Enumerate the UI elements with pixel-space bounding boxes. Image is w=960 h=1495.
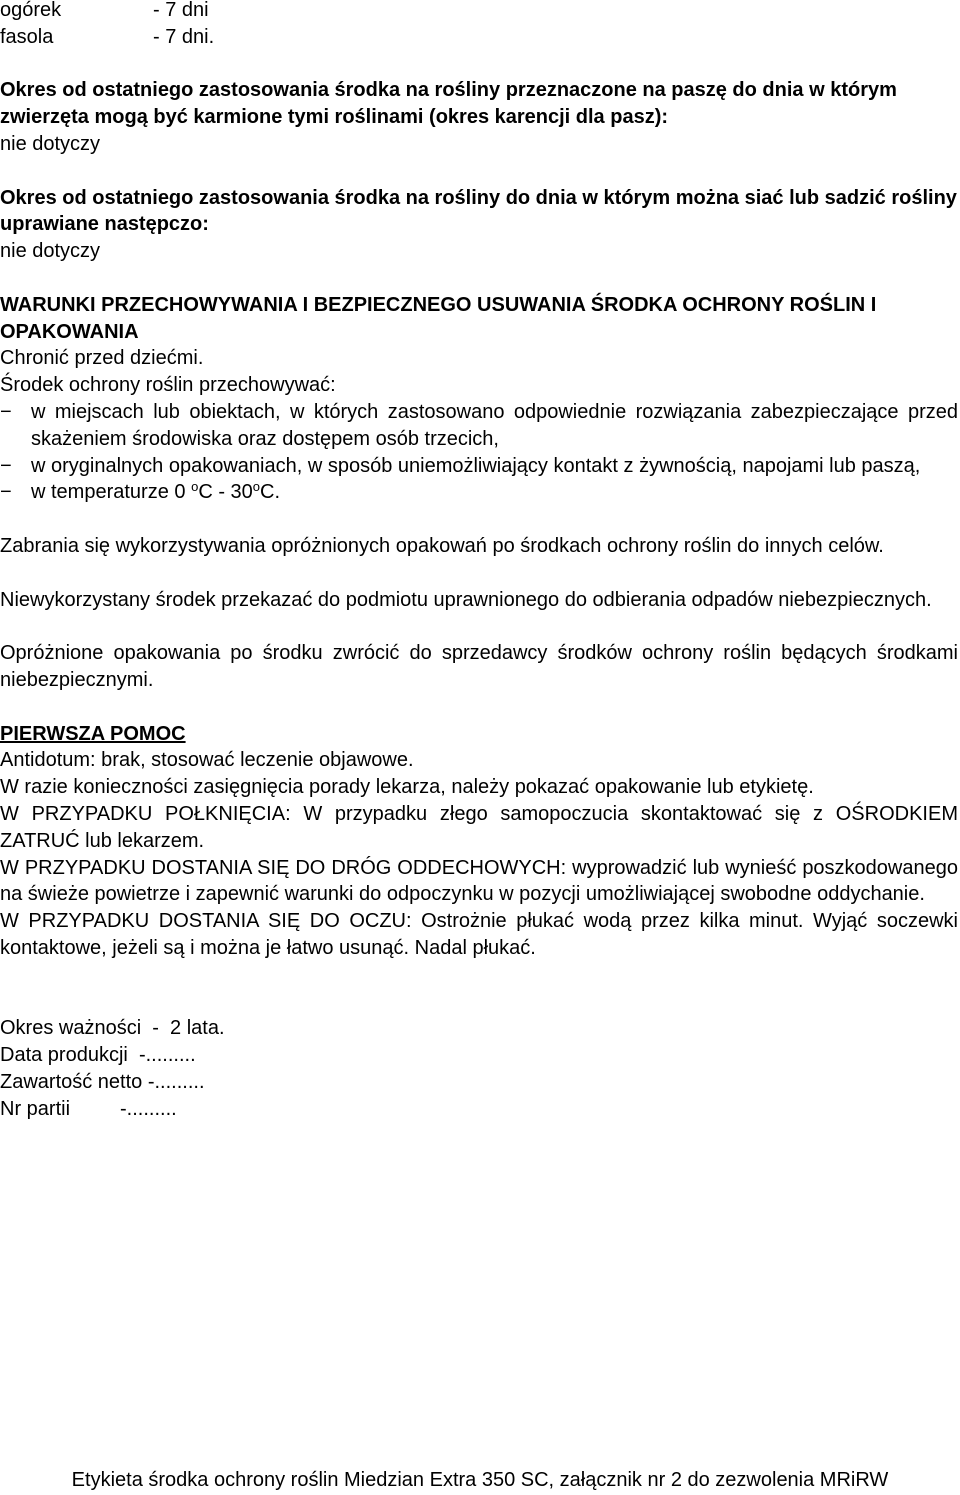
first-aid-doctor: W razie konieczności zasięgnięcia porady lekarza, należy pokazać opakowanie lub etykietę.: [0, 776, 814, 799]
first-aid-antidote: Antidotum: brak, stosować leczenie objawowe.: [0, 749, 414, 772]
bullet-dash: −: [0, 454, 12, 477]
production-date-row: [0, 1042, 958, 1069]
crop-name: ogórek: [0, 0, 62, 21]
sowing-period-heading: Okres od ostatniego zastosowania środka na rośliny do dnia w którym można siać lub sadzić rośliny uprawiane następczo:: [0, 186, 957, 236]
first-aid-heading: PIERWSZA POMOC: [0, 722, 186, 745]
sowing-period-value: nie dotyczy: [0, 240, 101, 263]
bullet-dash: −: [0, 400, 12, 423]
storage-bullet: [0, 479, 958, 506]
batch-text: Nr partii -.........: [0, 1097, 177, 1120]
storage-paragraph-unused: Niewykorzystany środek przekazać do podmiotu uprawnionego do odbierania odpadów niebezpiecznych.: [0, 588, 932, 611]
net-content-text: Zawartość netto -.........: [0, 1070, 205, 1093]
page-footer: Etykieta środka ochrony roślin Miedzian Extra 350 SC, załącznik nr 2 do zezwolenia MRiRW: [71, 1469, 889, 1491]
bullet-dash: −: [0, 481, 12, 504]
withdrawal-row: [0, 0, 958, 24]
first-aid-swallow: W PRZYPADKU POŁKNIĘCIA: W przypadku złego samopoczucia skontaktować się z OŚRODKIEM ZATRUĆ lub lekarzem.: [0, 802, 958, 852]
net-content-row: [0, 1069, 958, 1096]
withdrawal-row: [0, 24, 958, 51]
crop-name: fasola: [0, 25, 54, 48]
bullet-text: w oryginalnych opakowaniach, w sposób uniemożliwiający kontakt z żywnością, napojami lub paszą,: [31, 454, 921, 477]
validity-text: Okres ważności - 2 lata.: [0, 1017, 225, 1040]
storage-bullet: [0, 399, 958, 453]
production-date-text: Data produkcji -.........: [0, 1044, 196, 1067]
batch-row: [0, 1096, 958, 1123]
storage-bullet: [0, 453, 958, 480]
crop-days: - 7 dni.: [153, 25, 215, 48]
feed-period-heading: Okres od ostatniego zastosowania środka na rośliny przeznaczone na paszę do dnia w którym zwierzęta mogą być karmione tymi roślinami (okres karencji dla pasz):: [0, 79, 897, 129]
feed-period-value: nie dotyczy: [0, 132, 101, 155]
storage-line-intro: Środek ochrony roślin przechowywać:: [0, 374, 336, 397]
bullet-text: w miejscach lub obiektach, w których zastosowano odpowiednie rozwiązania zabezpieczające przed skażeniem środowiska oraz dostępem osób trzecich,: [31, 400, 958, 450]
first-aid-airways: W PRZYPADKU DOSTANIA SIĘ DO DRÓG ODDECHOWYCH: wyprowadzić lub wynieść poszkodowanego na świeże powietrze i zapewnić warunki do odpoczynku w pozycji umożliwiającej swobodne oddychanie.: [0, 856, 958, 906]
validity-row: [0, 1015, 958, 1042]
storage-line-children: Chronić przed dziećmi.: [0, 347, 204, 370]
crop-days: - 7 dni: [153, 0, 209, 21]
storage-heading: WARUNKI PRZECHOWYWANIA I BEZPIECZNEGO USUWANIA ŚRODKA OCHRONY ROŚLIN I OPAKOWANIA: [0, 293, 877, 343]
bullet-text-temperature: w temperaturze 0 $^o$C - 30$^o$C.: [31, 479, 281, 504]
first-aid-eyes: W PRZYPADKU DOSTANIA SIĘ DO OCZU: Ostrożnie płukać wodą przez kilka minut. Wyjąć soczewki kontaktowe, jeżeli są i można je łatwo usunąć. Nadal płukać.: [0, 910, 958, 959]
storage-paragraph-reuse: Zabrania się wykorzystywania opróżnionych opakowań po środkach ochrony roślin do innych celów.: [0, 534, 884, 557]
storage-paragraph-empty: Opróżnione opakowania po środku zwrócić do sprzedawcy środków ochrony roślin będących środkami niebezpiecznymi.: [0, 642, 958, 691]
